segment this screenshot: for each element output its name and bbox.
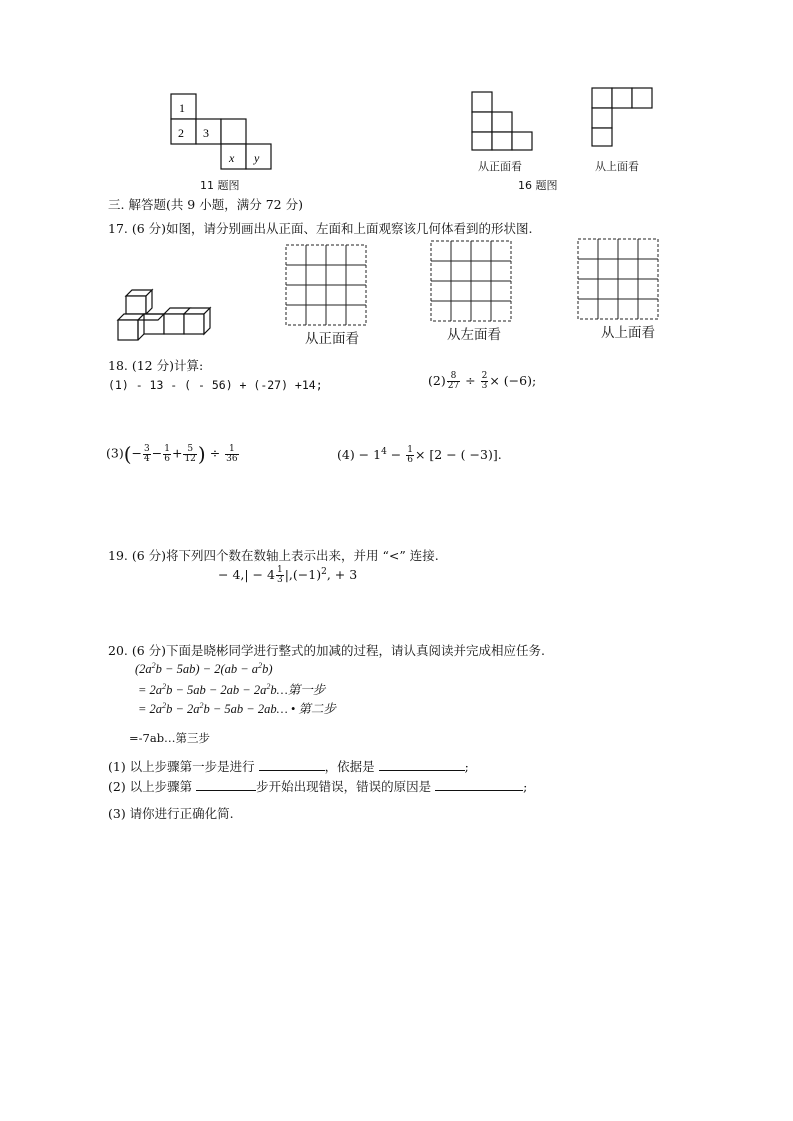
q20-step-line-2: = $2a^2b - 5ab - 2ab$ − $2a^2b\dots$第一步 <box>138 681 326 697</box>
grid-cell[interactable] <box>598 239 618 259</box>
fraction: $\frac{1}{6}$ <box>164 443 170 464</box>
grid-cell[interactable] <box>491 281 511 301</box>
view-cell <box>492 112 512 132</box>
grid-cell[interactable] <box>471 301 491 321</box>
part-number: (3) <box>106 445 124 461</box>
q17-grid-front[interactable] <box>283 242 373 330</box>
operator: ÷ <box>209 445 221 461</box>
q20-step-line-1: $(2a^2b - 5ab) - 2(ab - a^2b)$ <box>135 661 273 677</box>
operator: − <box>151 445 163 461</box>
grid-cell[interactable] <box>471 281 491 301</box>
grid-cell[interactable] <box>286 305 306 325</box>
question-17-text: 17. (6 分)如图，请分别画出从正面、左面和上面观察该几何体看到的形状图. <box>108 221 533 236</box>
grid-cell[interactable] <box>326 245 346 265</box>
answer-blank[interactable] <box>435 779 523 791</box>
grid-cell[interactable] <box>326 305 346 325</box>
operator: − <box>386 447 406 462</box>
grid-cell[interactable] <box>431 281 451 301</box>
fraction: $\frac{8}{27}$ <box>447 371 460 391</box>
grid-cell[interactable] <box>346 245 366 265</box>
grid-cell[interactable] <box>286 245 306 265</box>
q20-task-3: (3) 请你进行正确化简. <box>108 806 234 821</box>
view-cell <box>472 132 492 150</box>
q19-numbers <box>218 566 357 585</box>
grid-cell[interactable] <box>286 265 306 285</box>
view-cell <box>592 88 612 108</box>
grid-cell[interactable] <box>346 265 366 285</box>
grid-cell[interactable] <box>618 279 638 299</box>
cube-face <box>164 314 184 334</box>
grid-cell[interactable] <box>491 261 511 281</box>
q18-part-4 <box>337 446 502 465</box>
grid-cell[interactable] <box>431 241 451 261</box>
grid-cell[interactable] <box>638 299 658 319</box>
grid-cell[interactable] <box>578 259 598 279</box>
grid-cell[interactable] <box>638 259 658 279</box>
grid-cell[interactable] <box>598 279 618 299</box>
figure-16-front-view <box>468 88 538 152</box>
grid-cell[interactable] <box>618 259 638 279</box>
grid-cell[interactable] <box>578 279 598 299</box>
grid-cell[interactable] <box>346 285 366 305</box>
expression: (4) − 1 <box>337 447 382 462</box>
operator: + <box>171 445 183 461</box>
q18-part-2 <box>428 372 536 391</box>
grid-cell[interactable] <box>346 305 366 325</box>
part-number: (2) <box>428 373 446 388</box>
answer-blank[interactable] <box>379 759 465 771</box>
q20-task-1: (1) 以上步骤第一步是进行 ，依据是 ; <box>108 759 469 774</box>
grid-cell[interactable] <box>286 285 306 305</box>
figure-11 <box>165 90 280 172</box>
grid-cell[interactable] <box>578 239 598 259</box>
dashed-grid[interactable] <box>575 236 667 324</box>
paren: ( <box>123 442 132 466</box>
q17-grid-top-label: 从上面看 <box>601 325 655 341</box>
grid-cell[interactable] <box>306 245 326 265</box>
view-cell <box>592 128 612 146</box>
operator: − <box>131 445 143 461</box>
expression: , + 3 <box>326 567 358 582</box>
dashed-grid[interactable] <box>428 238 520 326</box>
grid-cell[interactable] <box>618 239 638 259</box>
q20-task-2: (2) 以上步骤第 步开始出现错误，错误的原因是 ; <box>108 779 528 794</box>
cube-face <box>126 296 146 314</box>
expression: − 4,| − 4 <box>218 567 275 582</box>
grid-cell[interactable] <box>618 299 638 319</box>
net-label: 3 <box>203 126 209 140</box>
q17-solid-figure <box>112 282 217 342</box>
grid-cell[interactable] <box>598 259 618 279</box>
q17-grid-left-label: 从左面看 <box>447 327 501 343</box>
operator: ÷ <box>465 373 476 388</box>
dashed-grid[interactable] <box>283 242 373 330</box>
question-18-text: 18. (12 分)计算: <box>108 358 204 373</box>
front-view-drawing <box>468 88 538 152</box>
answer-blank[interactable] <box>196 779 256 791</box>
grid-cell[interactable] <box>326 285 346 305</box>
top-view-label: 从上面看 <box>595 160 639 173</box>
grid-cell[interactable] <box>326 265 346 285</box>
grid-cell[interactable] <box>431 301 451 321</box>
figure-11-net <box>165 90 280 172</box>
view-cell <box>472 112 492 132</box>
q20-step-line-4: =-7ab…第三步 <box>129 731 211 745</box>
grid-cell[interactable] <box>598 299 618 319</box>
exponent: 4 <box>381 446 387 457</box>
fraction: $\frac{5}{12}$ <box>184 443 196 464</box>
q17-grid-left[interactable] <box>428 238 520 326</box>
answer-blank[interactable] <box>259 759 325 771</box>
net-label: x <box>229 151 235 165</box>
view-cell <box>472 92 492 112</box>
grid-cell[interactable] <box>451 241 471 261</box>
grid-cell[interactable] <box>451 301 471 321</box>
view-cell <box>512 132 532 150</box>
figure-16-top-view <box>588 84 660 150</box>
section-title: 三. 解答题(共 9 小题，满分 72 分) <box>108 197 303 212</box>
figure-16-caption: 16 题图 <box>518 179 558 192</box>
q18-part-3 <box>106 442 240 466</box>
view-cell <box>612 88 632 108</box>
paren: ) <box>197 442 206 466</box>
net-label: y <box>254 151 260 165</box>
fraction: $\frac{1}{6}$ <box>407 445 413 465</box>
grid-cell[interactable] <box>451 281 471 301</box>
cube-face <box>184 314 204 334</box>
question-19-text: 19. (6 分)将下列四个数在数轴上表示出来，并用 “<” 连接. <box>108 548 439 563</box>
expression-tail: × [2 − ( −3)]. <box>414 447 502 462</box>
front-view-label: 从正面看 <box>478 160 522 173</box>
net-label: 1 <box>179 101 185 115</box>
q17-grid-top[interactable] <box>575 236 667 324</box>
grid-cell[interactable] <box>306 285 326 305</box>
fraction: $\frac{1}{3}$ <box>276 565 283 585</box>
grid-cell[interactable] <box>431 261 451 281</box>
grid-cell[interactable] <box>471 261 491 281</box>
view-cell <box>492 132 512 150</box>
grid-cell[interactable] <box>471 241 491 261</box>
grid-cell[interactable] <box>638 279 658 299</box>
figure-11-caption: 11 题图 <box>200 179 240 192</box>
q18-part-1: (1) - 13 - ( - 56) + (-27) +14; <box>108 378 323 392</box>
fraction: $\frac{1}{36}$ <box>226 443 238 464</box>
expression-tail: × (−6); <box>489 373 537 388</box>
cube-stack-drawing <box>112 282 217 342</box>
net-label: 2 <box>178 126 184 140</box>
question-20-text: 20. (6 分)下面是晓彬同学进行整式的加减的过程，请认真阅读并完成相应任务. <box>108 643 546 658</box>
view-cell <box>592 108 612 128</box>
grid-cell[interactable] <box>451 261 471 281</box>
fraction: $\frac{3}{4}$ <box>144 443 150 464</box>
top-view-drawing <box>588 84 660 150</box>
expression: |,(−1) <box>284 567 322 582</box>
q20-step-line-3: = $2a^2b - 2a^2b - 5ab$ − 2ab… • 第二步 <box>138 700 336 716</box>
grid-cell[interactable] <box>306 305 326 325</box>
view-cell <box>632 88 652 108</box>
grid-cell[interactable] <box>578 299 598 319</box>
grid-cell[interactable] <box>306 265 326 285</box>
exponent: 2 <box>321 566 327 577</box>
q17-grid-front-label: 从正面看 <box>305 331 359 347</box>
fraction: $\frac{2}{3}$ <box>481 371 488 391</box>
net-cell <box>221 119 246 144</box>
cube-face <box>118 320 138 340</box>
cube-edge <box>138 334 144 340</box>
grid-cell[interactable] <box>491 301 511 321</box>
grid-cell[interactable] <box>638 239 658 259</box>
grid-cell[interactable] <box>491 241 511 261</box>
